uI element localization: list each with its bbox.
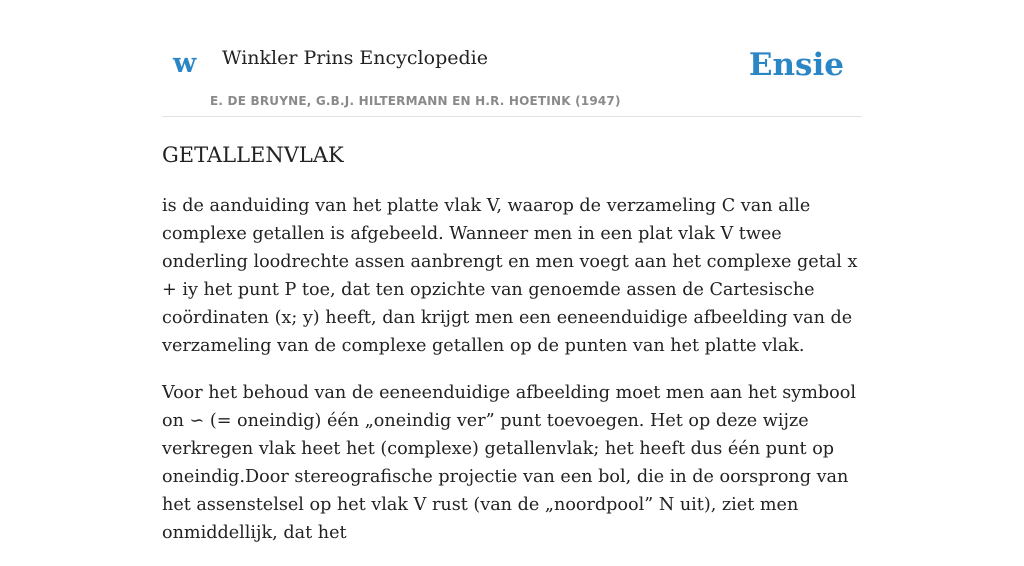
winkler-prins-logo[interactable]: w (173, 48, 197, 79)
source-header (162, 0, 862, 117)
article (162, 138, 862, 566)
article-paragraph-1: is de aanduiding van het platte vlak V, waarop de verzameling C van alle complexe getallen is afgebeeld. Wanneer men in een plat vlak V twee onderling loodrechte assen aanbrengt en men voegt aan het complexe getal x + iy het punt P toe, dat ten opzichte van genoemde assen de Cartesische coördinaten (x; y) heeft, dan krijgt men een eeneenduidige afbeelding van de verzameling van de complexe getallen op de punten van het platte vlak. (162, 196, 858, 356)
article-body (162, 192, 862, 547)
article-title: GETALLENVLAK (162, 143, 344, 167)
ensie-logo[interactable]: Ensie (748, 47, 844, 83)
source-authors: E. DE BRUYNE, G.B.J. HILTERMANN EN H.R. HOETINK (1947) (210, 94, 621, 108)
article-paragraph-2: Voor het behoud van de eeneenduidige afbeelding moet men aan het symbool on ∽ (= oneindig) één „oneindig ver” punt toevoegen. Het op deze wijze verkregen vlak heet het (complexe) getallenvlak; het heeft dus één punt op oneindig.Door stereografische projectie van een bol, die in de oorsprong van het assenstelsel op het vlak V rust (van de „noordpool” N uit), ziet men onmiddellijk, dat het (162, 383, 856, 543)
source-title[interactable]: Winkler Prins Encyclopedie (222, 47, 488, 69)
